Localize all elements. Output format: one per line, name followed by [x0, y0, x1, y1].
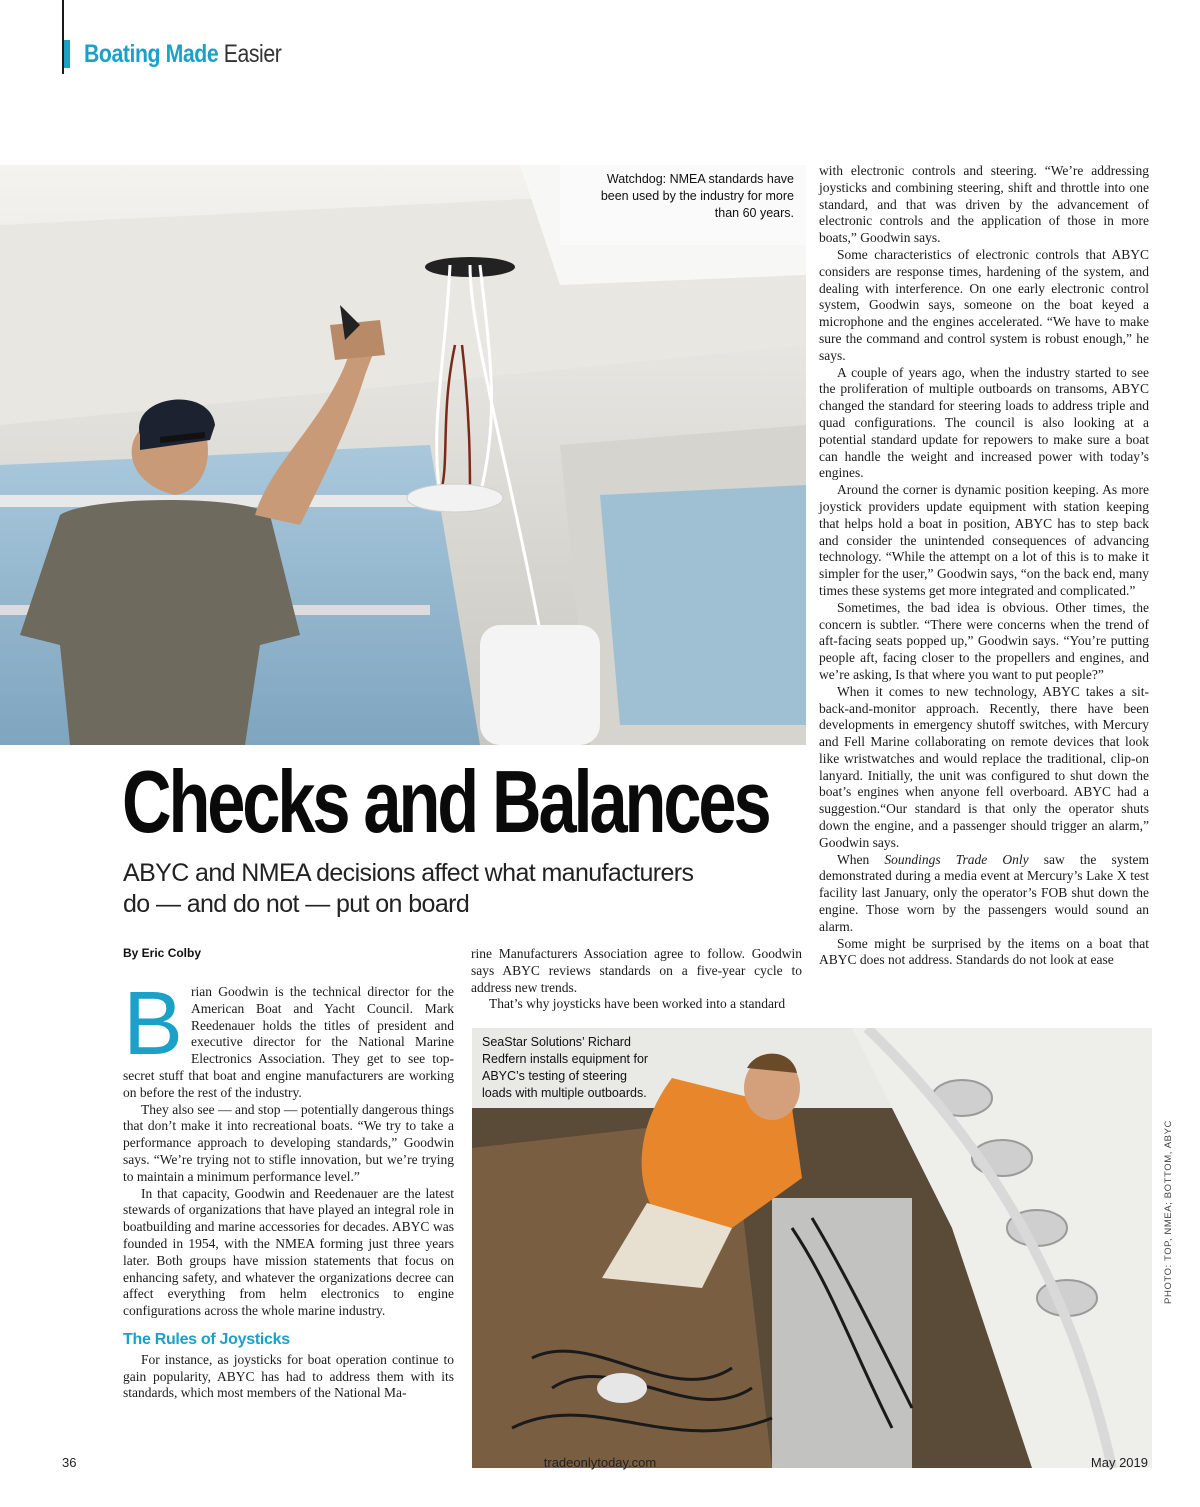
section-title [84, 40, 281, 69]
paragraph: In that capacity, Goodwin and Reedenauer are the latest stewards of organizations that have played an integral role in boatbuilding and marine accessories for decades. ABYC was founded in 1954, with the NMEA forming just three years later. Both groups have mission statements that focus on enhancing safety, and whatever the organizations decree can affect everything from helm electronics to engine configurations across the whole marine industry. [123, 1185, 454, 1319]
byline: By Eric Colby [123, 946, 202, 960]
top-photo-caption: Watchdog: NMEA standards have been used by the industry for more than 60 years. [600, 172, 794, 220]
paragraph [819, 852, 1149, 936]
section-header [64, 38, 316, 70]
bottom-photo-caption: SeaStar Solutions’ Richard Redfern installs equipment for ABYC’s testing of steering loads with multiple outboards. [482, 1035, 649, 1100]
deck: ABYC and NMEA decisions affect what manufacturers do — and do not — put on board [123, 859, 694, 918]
section-bar [64, 40, 70, 68]
paragraph: Some characteristics of electronic controls that ABYC considers are response times, hardening of the system, and dealing with interference. On one early electronic control system, Goodwin says, someone on the boat keyed a microphone and the engines accelerated. “We have to make sure the command and control system is robust enough,” he says. [819, 246, 1149, 363]
footer-site-link[interactable]: tradeonlytoday.com [543, 1455, 657, 1470]
paragraph: When it comes to new technology, ABYC takes a sit-back-and-monitor approach. Recently, there have been developments in emergency shutoff switches, with Mercury and Fell Marine collaborating on remote devices that look like wristwatches and would replace the traditional, clip-on lanyard. Initially, the unit was configured to shut down the boat’s engines when anyone fell overboard. ABYC had a suggestion.“Our standard is that only the operator shuts down the engine, and a passenger should trigger an alarm,” Goodwin says. [819, 683, 1149, 850]
page-number: 36 [62, 1455, 77, 1470]
column-1 [123, 974, 454, 1402]
bottom-photo [472, 1028, 1152, 1468]
paragraph: Some might be surprised by the items on a boat that ABYC does not address. Standards do not look at ease [819, 935, 1149, 968]
column-2 [471, 946, 802, 1013]
publication-name: Soundings Trade Only [884, 851, 1029, 867]
headline: Checks and Balances [122, 752, 769, 851]
column-3 [819, 163, 1149, 969]
paragraph: rine Manufacturers Association agree to follow. Goodwin says ABYC reviews standards on a five-year cycle to address new trends. [471, 946, 802, 995]
section-title-light: Easier [223, 39, 282, 68]
paragraph: A couple of years ago, when the industry started to see the proliferation of multiple outboards on transoms, ABYC changed the standard for steering loads to address triple and quad configurations. The council is also looking at a potential standard update for repowers to make sure a boat can handle the weight and increased power with today’s engines. [819, 364, 1149, 481]
paragraph: with electronic controls and steering. “We’re addressing joysticks and combining steering, shift and throttle into one standard, and that was driven by the advancement of electronic controls and the application of those in more boats,” Goodwin says. [819, 163, 1149, 246]
paragraph: They also see — and stop — potentially dangerous things that don’t make it into recreational boats. “We try to take a performance approach to developing standards,” Goodwin says. “We’re trying not to stifle innovation, but we’re trying to maintain a minimum performance level.” [123, 1101, 454, 1184]
section-title-bold: Boating Made [84, 39, 219, 68]
photo-credit: PHOTO: TOP, NMEA; BOTTOM, ABYC [1163, 1120, 1174, 1304]
paragraph [123, 974, 454, 1102]
paragraph-text: When [837, 851, 885, 867]
paragraph: That’s why joysticks have been worked into a standard [489, 996, 786, 1012]
top-photo [0, 165, 806, 745]
paragraph: Sometimes, the bad idea is obvious. Other times, the concern is subtler. “There were concerns when the trend of aft-facing seats popped up,” Goodwin says. “You’re putting people aft, facing closer to the propellers and engines, and we’re asking, Is that where you want to put people?” [819, 599, 1149, 682]
paragraph-text: rian Goodwin is the technical director for the American Boat and Yacht Council. Mark Reedenauer holds the titles of president and executive director for the National Marine Electronics Association. They get to see top-secret stuff that boat and engine manufacturers are working on before the rest of the industry. [123, 984, 454, 1100]
top-photo-illustration [0, 165, 806, 745]
subhead: The Rules of Joysticks [123, 1330, 290, 1348]
paragraph: Around the corner is dynamic position keeping. As more joystick providers update equipment with station keeping that helps hold a boat in position, ABYC has to step back and consider the unintended consequences of advancing technology. “While the attempt on a lot of this is to make it simpler for the user,” Goodwin says, “on the back end, many times these systems get more integrated and complicated.” [819, 482, 1149, 598]
paragraph: For instance, as joysticks for boat operation continue to gain popularity, ABYC has had to address them with its standards, which most members of the National Ma- [123, 1351, 454, 1401]
issue-date: May 2019 [1090, 1455, 1148, 1470]
paragraph-text: saw the system demonstrated during a media event at Mercury’s Lake X test facility last January, only the operator’s FOB shut down the engine. Those worn by the passengers would sound an alarm. [819, 851, 1149, 934]
drop-cap: B [123, 974, 184, 1074]
